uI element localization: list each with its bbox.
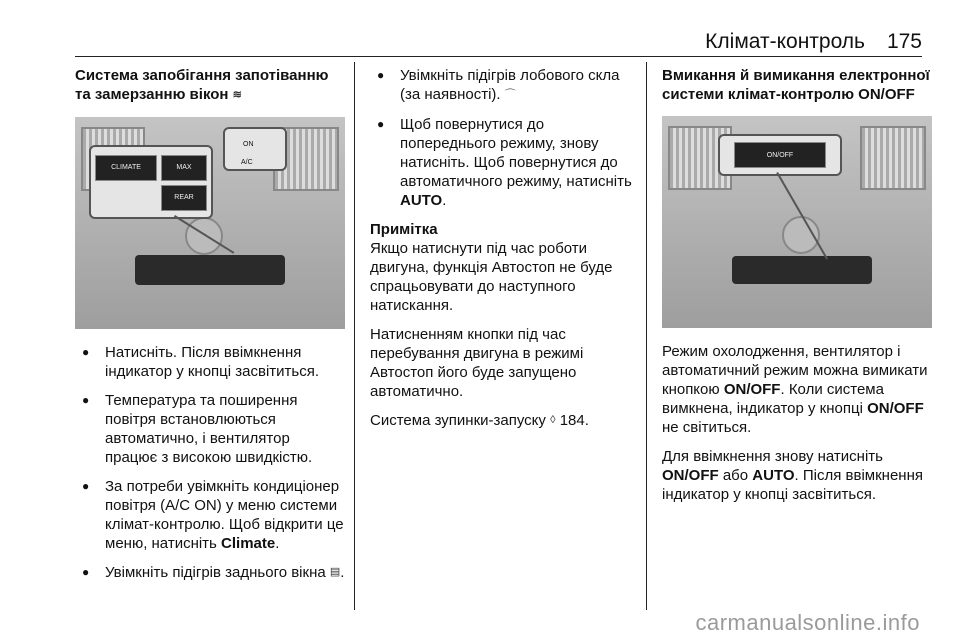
paragraph-stop-start-ref: Система зупинки-запуску ◊ 184. — [370, 411, 589, 429]
bullet-3: ● За потреби увімкніть кондиціонер повітря (A/C ON) у меню системи клімат-контролю. Щоб відкрити це меню, натисніть Climate. — [75, 477, 345, 553]
paragraph-autostop: Натисненням кнопки під час перебування двигуна в режимі Автостоп його буде запущено автоматично. — [370, 325, 584, 400]
column-3 — [662, 66, 932, 514]
page-number: 175 — [886, 30, 922, 53]
defrost-max-icon: ≋ — [232, 88, 242, 101]
footer-watermark: carmanualsonline.info — [695, 610, 920, 635]
reference-arrow-icon: ◊ — [550, 414, 556, 427]
section-heading-onoff: Вмикання й вимикання електронної системи клімат-контролю ON/OFF — [662, 67, 930, 103]
paragraph-onoff-2: Для ввімкнення знову натисніть ON/OFF або AUTO. Після ввімкнення індикатор у кнопці засвітиться. — [662, 448, 923, 503]
zoom-inset-ac — [223, 127, 287, 171]
section-heading-defrost: Система запобігання запотіванню та замерзанню вікон ≋ — [75, 67, 329, 103]
photo-onoff-panel — [662, 116, 932, 328]
windshield-heat-icon: ⌒ — [504, 88, 516, 101]
photo-climate-panel — [75, 117, 345, 329]
rear-defrost-button: REAR — [161, 185, 207, 211]
max-defrost-button: MAX — [161, 155, 207, 181]
zoom-inset-buttons — [89, 145, 213, 219]
note-heading: Примітка — [370, 220, 438, 238]
ac-label: A/C — [241, 158, 253, 166]
bullet-1: ● Натисніть. Після ввімкнення індикатор у кнопці засвітиться. — [75, 343, 345, 381]
on-label: ON — [243, 140, 254, 148]
right-vent-2 — [860, 126, 926, 190]
page-header-title: Клімат-контроль — [705, 30, 865, 53]
column-divider-1 — [354, 62, 355, 610]
bullet-5: ● Увімкніть підігрів лобового скла (за наявності). ⌒ — [370, 66, 640, 105]
column-divider-2 — [646, 62, 647, 610]
climate-button: CLIMATE — [95, 155, 157, 181]
bullet-6: ● Щоб повернутися до попереднього режиму, знову натисніть. Щоб повернутися до автоматичного режиму, натисніть AUTO. — [370, 115, 640, 210]
zoom-inset-onoff — [718, 134, 842, 176]
header-rule — [75, 56, 922, 57]
column-2 — [370, 66, 640, 440]
column-1 — [75, 66, 345, 592]
rear-defrost-icon: ▤ — [329, 566, 341, 579]
note-text: Якщо натиснути під час роботи двигуна, функція Автостоп не буде спрацьовувати до наступного натискання. — [370, 239, 613, 314]
bullet-4: ● Увімкніть підігрів заднього вікна ▤. — [75, 563, 345, 583]
climate-control-unit — [135, 255, 285, 285]
climate-control-unit-2 — [732, 256, 872, 284]
onoff-button: ON/OFF — [734, 142, 826, 168]
paragraph-onoff-1: Режим охолодження, вентилятор і автоматичний режим можна вимикати кнопкою ON/OFF. Коли система вимкнена, індикатор у кнопці ON/OFF не світиться. — [662, 343, 928, 436]
bullet-2: ● Температура та поширення повітря встановлюються автоматично, і вентилятор працює з високою швидкістю. — [75, 391, 345, 467]
